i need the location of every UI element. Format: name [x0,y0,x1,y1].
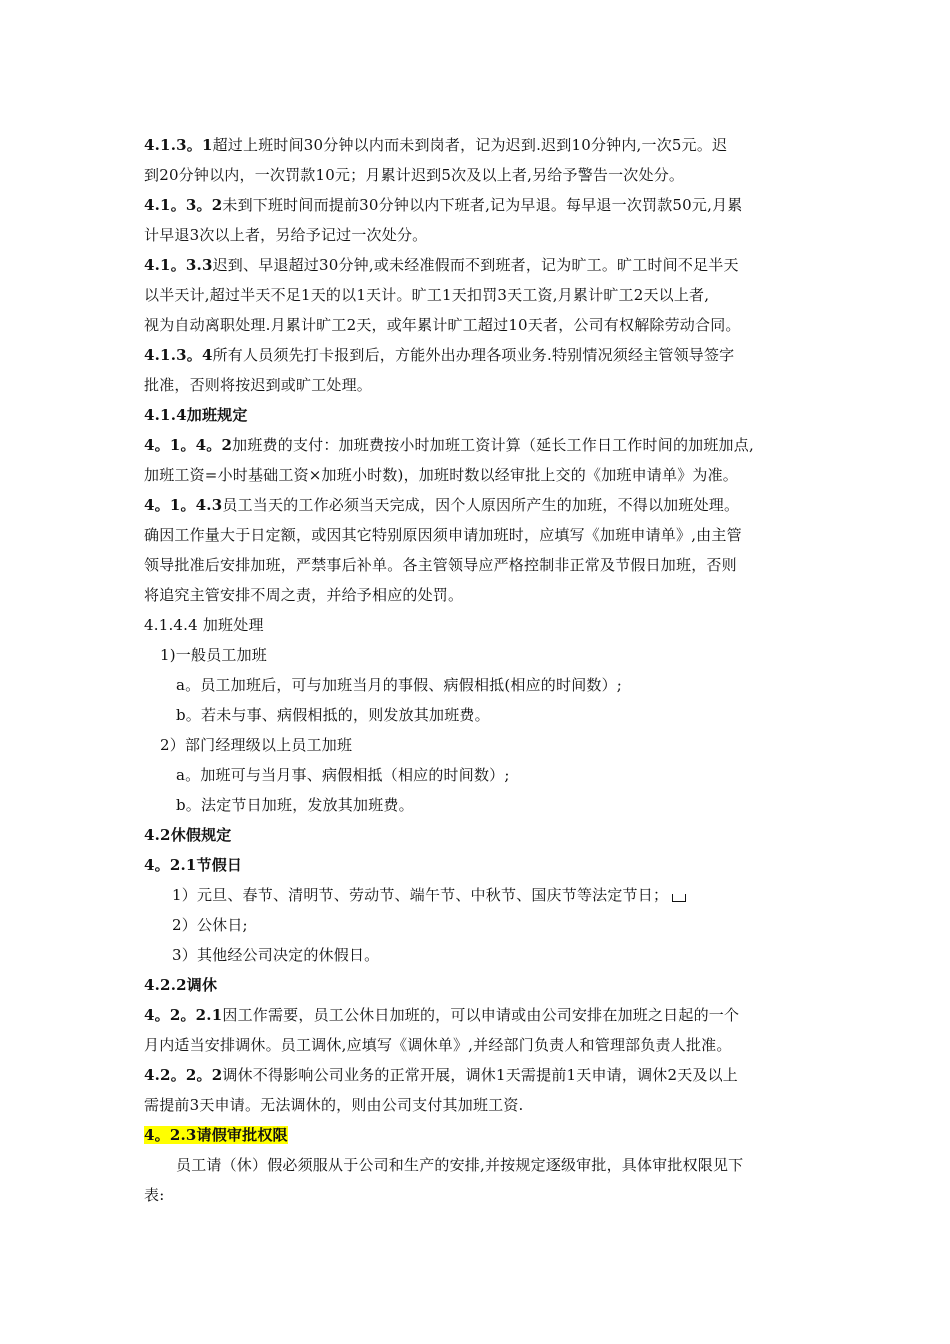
section-number: 4.2休假规定 [144,826,232,844]
bracket-mark-icon [672,894,686,902]
document-line [144,1030,810,1060]
document-line [144,640,810,670]
line-text: 迟到、早退超过30分钟,或未经准假而不到班者，记为旷工。旷工时间不足半天 [212,256,739,274]
document-line [144,310,810,340]
section-number: 4.2。2。2 [144,1066,223,1084]
section-number: 4.1.4加班规定 [144,406,248,424]
document-line [144,520,810,550]
line-text: 视为自动离职处理.月累计旷工2天，或年累计旷工超过10天者，公司有权解除劳动合同。 [144,316,741,334]
document-line [144,430,810,460]
document-line [144,370,810,400]
line-text: 1）元旦、春节、清明节、劳动节、端午节、中秋节、国庆节等法定节日； [172,886,669,904]
document-line [144,790,810,820]
section-number: 4.1。3.3 [144,256,213,274]
line-text: 月内适当安排调休。员工调休,应填写《调休单》,并经部门负责人和管理部负责人批准。 [144,1036,732,1054]
line-text: 将追究主管安排不周之责，并给予相应的处罚。 [144,586,464,604]
line-text: 2）部门经理级以上员工加班 [160,736,353,754]
line-text: 4.1.4.4 加班处理 [144,616,264,634]
document-line [144,550,810,580]
line-text: 到20分钟以内，一次罚款10元；月累计迟到5次及以上者,另给予警告一次处分。 [144,166,685,184]
document-line [144,190,810,220]
line-text: 1)一般员工加班 [160,646,267,664]
section-number: 4。1。4.3 [144,496,223,514]
document-body [144,130,810,1210]
document-line [144,1180,810,1210]
line-text: 3）其他经公司决定的休假日。 [172,946,380,964]
document-line [144,1150,810,1180]
line-text: 计早退3次以上者，另给予记过一次处分。 [144,226,428,244]
line-text: a。员工加班后，可与加班当月的事假、病假相抵(相应的时间数）; [176,676,623,694]
section-number: 4。2。2.1 [144,1006,223,1024]
line-text: b。法定节日加班，发放其加班费。 [176,796,414,814]
line-text: a。加班可与当月事、病假相抵（相应的时间数）; [176,766,510,784]
document-line [144,460,810,490]
document-line [144,910,810,940]
line-text: 加班工资=小时基础工资×加班小时数)，加班时数以经审批上交的《加班申请单》为准。 [144,466,738,484]
line-text: 确因工作量大于日定额，或因其它特别原因须申请加班时，应填写《加班申请单》,由主管 [144,526,742,544]
document-line [144,490,810,520]
section-number: 4.1.3。4 [144,346,213,364]
line-text: 领导批准后安排加班，严禁事后补单。各主管领导应严格控制非正常及节假日加班，否则 [144,556,737,574]
line-text: 员工当天的工作必须当天完成，因个人原因所产生的加班，不得以加班处理。 [222,496,740,514]
line-text: 加班费的支付：加班费按小时加班工资计算（延长工作日工作时间的加班加点, [232,436,754,454]
highlighted-heading: 4。2.3请假审批权限 [144,1126,288,1144]
document-line [144,250,810,280]
document-line [144,940,810,970]
section-number: 4。1。4。2 [144,436,233,454]
line-text: 以半天计,超过半天不足1天的以1天计。旷工1天扣罚3天工资,月累计旷工2天以上者, [144,286,710,304]
document-line [144,1060,810,1090]
line-text: 员工请（休）假必须服从于公司和生产的安排,并按规定逐级审批，具体审批权限见下 [176,1156,744,1174]
document-line [144,700,810,730]
document-line [144,610,810,640]
document-line [144,160,810,190]
document-line [144,580,810,610]
document-line [144,400,810,430]
line-text: 因工作需要，员工公休日加班的，可以申请或由公司安排在加班之日起的一个 [222,1006,740,1024]
document-line [144,1000,810,1030]
document-line [144,130,810,160]
line-text: 超过上班时间30分钟以内而未到岗者，记为迟到.迟到10分钟内,一次5元。迟 [212,136,728,154]
document-line [144,820,810,850]
document-line [144,280,810,310]
section-number: 4.1。3。2 [144,196,223,214]
document-line [144,970,810,1000]
document-line [144,340,810,370]
document-line [144,880,810,910]
document-line [144,850,810,880]
document-line [144,1090,810,1120]
section-number: 4.1.3。1 [144,136,213,154]
document-line [144,730,810,760]
document-line [144,670,810,700]
line-text: 批准，否则将按迟到或旷工处理。 [144,376,373,394]
line-text: 所有人员须先打卡报到后，方能外出办理各项业务.特别情况须经主管领导签字 [212,346,735,364]
document-line [144,220,810,250]
line-text: b。若未与事、病假相抵的，则发放其加班费。 [176,706,490,724]
line-text: 2）公休日; [172,916,248,934]
document-line [144,1120,810,1150]
line-text: 需提前3天申请。无法调休的，则由公司支付其加班工资. [144,1096,524,1114]
section-number: 4.2.2调休 [144,976,218,994]
line-text: 调休不得影响公司业务的正常开展，调休1天需提前1天申请，调休2天及以上 [222,1066,739,1084]
section-number: 4。2.1节假日 [144,856,243,874]
document-line [144,760,810,790]
line-text: 未到下班时间而提前30分钟以内下班者,记为早退。每早退一次罚款50元,月累 [222,196,743,214]
line-text: 表: [144,1186,165,1204]
